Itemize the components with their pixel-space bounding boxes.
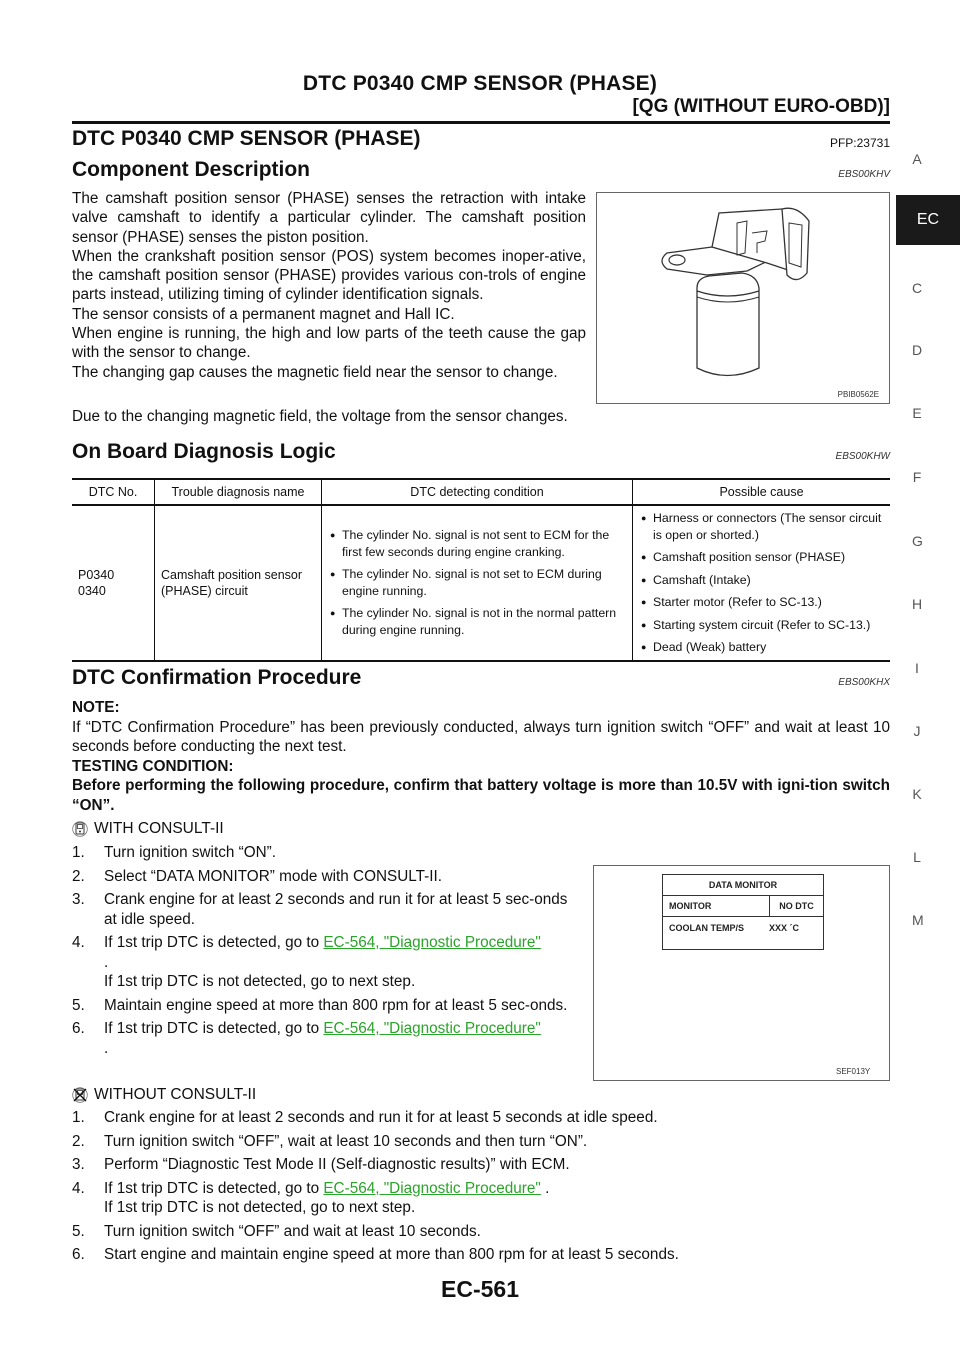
- step-item: [72, 1245, 890, 1265]
- step-number: 2.: [72, 1132, 85, 1150]
- condition-item: ● The cylinder No. signal is not sent to ECM for the first few seconds during engine cranking.: [330, 527, 618, 560]
- step-number: 2.: [72, 867, 85, 885]
- data-monitor-col2: NO DTC: [779, 901, 814, 911]
- step-item: [72, 1222, 890, 1242]
- side-index-m[interactable]: M: [912, 912, 924, 928]
- cmp-sensor-illustration: [597, 193, 889, 403]
- header-dtc-no: DTC No.: [72, 479, 155, 505]
- consult-icon: [72, 821, 88, 837]
- cause-item: ● Harness or connectors (The sensor circuit is open or shorted.): [641, 510, 884, 543]
- step-text-pre: If 1st trip DTC is detected, go to: [104, 1020, 324, 1037]
- without-consult-steps: [72, 1108, 890, 1269]
- side-index-k[interactable]: K: [912, 786, 922, 802]
- note-label: NOTE:: [72, 699, 120, 716]
- without-consult-label: WITHOUT CONSULT-II: [94, 1086, 257, 1103]
- confirm-heading: DTC Confirmation Procedure: [72, 666, 362, 689]
- condition-item: ● The cylinder No. signal is not set to ECM during engine running.: [330, 566, 618, 599]
- step-number: 1.: [72, 844, 85, 861]
- step-number: 6.: [72, 1020, 85, 1037]
- dtc-code-num: 0340: [78, 583, 106, 598]
- cause-item: ● Dead (Weak) battery: [641, 639, 884, 656]
- component-line-1: The camshaft position sensor (PHASE) senses the retraction with intake valve camshaft to identify a particular cylinder. The camshaft position sensor (PHASE) senses the piston position.: [72, 190, 586, 246]
- section-title: DTC P0340 CMP SENSOR (PHASE): [72, 127, 421, 150]
- step-item: [72, 1155, 890, 1175]
- step-text-pre: If 1st trip DTC is detected, go to: [104, 1179, 324, 1197]
- table-row: [72, 505, 890, 661]
- diagnosis-table: [72, 478, 890, 662]
- confirm-code: EBS00KHX: [838, 677, 890, 688]
- step-item: [72, 843, 584, 863]
- trouble-name-line-2: (PHASE) circuit: [161, 583, 248, 598]
- step-text: Turn ignition switch “ON”.: [104, 844, 276, 861]
- step-number: 1.: [72, 1109, 85, 1126]
- step-text-pre: If 1st trip DTC is detected, go to: [104, 934, 324, 951]
- note-text: If “DTC Confirmation Procedure” has been previously conducted, always turn ignition switch “OFF” and wait at least 10 seconds before conducting the next test.: [72, 718, 890, 755]
- step-number: 5.: [72, 1222, 85, 1240]
- component-code: EBS00KHV: [838, 169, 890, 180]
- step-text: Perform “Diagnostic Test Mode II (Self-diagnostic results)” with ECM.: [104, 1156, 570, 1173]
- step-number: 4.: [72, 934, 85, 951]
- step-number: 4.: [72, 1179, 85, 1197]
- header-possible-cause: Possible cause: [633, 479, 891, 505]
- cause-item: ● Starter motor (Refer to SC-13.): [641, 594, 884, 611]
- table-header-row: [72, 479, 890, 505]
- trouble-name-line-1: Camshaft position sensor: [161, 567, 303, 582]
- side-index-h[interactable]: H: [912, 596, 923, 612]
- step-number: 3.: [72, 1156, 85, 1173]
- side-index-j[interactable]: J: [913, 723, 921, 739]
- with-consult-label: WITH CONSULT-II: [94, 820, 224, 837]
- side-index-g[interactable]: G: [912, 533, 923, 549]
- cell-conditions: [322, 505, 633, 661]
- step-number: 6.: [72, 1246, 85, 1263]
- component-line-4: When engine is running, the high and low parts of the teeth cause the gap with the sensor to change.: [72, 325, 586, 362]
- header-detecting-condition: DTC detecting condition: [322, 479, 633, 505]
- sensor-figure-code: PBIB0562E: [837, 390, 879, 399]
- data-monitor-item-row: [663, 917, 823, 949]
- component-line-2: When the crankshaft position sensor (POS) system becomes inoper-ative, the camshaft position sensor (PHASE) provides various con-trols of engine parts instead, utilizing timing of cylinder identification signals.: [72, 247, 586, 304]
- no-consult-icon: [72, 1087, 88, 1103]
- step-item: [72, 996, 584, 1016]
- side-index-ec-active[interactable]: EC: [896, 195, 960, 245]
- step-item: [72, 867, 584, 887]
- step-text-post: .: [104, 953, 109, 971]
- component-line-5: The changing gap causes the magnetic field near the sensor to change.: [72, 363, 558, 381]
- side-index-f[interactable]: F: [912, 469, 922, 485]
- cell-trouble-name: [155, 505, 322, 661]
- step-text: Turn ignition switch “OFF”, wait at least 10 seconds and then turn “ON”.: [104, 1132, 588, 1150]
- cell-causes: [633, 505, 891, 661]
- step-text: Turn ignition switch “OFF” and wait at least 10 seconds.: [104, 1222, 481, 1240]
- note-block: [72, 698, 890, 815]
- step-text: Maintain engine speed at more than 800 rpm for at least 5 sec-onds.: [104, 996, 568, 1014]
- component-heading: Component Description: [72, 158, 311, 181]
- pfp-code: PFP:23731: [829, 136, 890, 150]
- side-index-i[interactable]: I: [915, 660, 919, 676]
- side-index-l[interactable]: L: [913, 849, 921, 865]
- data-monitor-figure-code: SEF013Y: [836, 1067, 871, 1076]
- data-monitor-item: COOLAN TEMP/S: [669, 923, 745, 933]
- obd-code: EBS00KHW: [835, 451, 890, 462]
- step-text-post: .: [104, 1039, 109, 1057]
- step-text-post: .: [540, 1179, 550, 1197]
- cause-item: ● Camshaft position sensor (PHASE): [641, 549, 884, 566]
- side-index-c[interactable]: C: [912, 280, 923, 296]
- step-extra: If 1st trip DTC is not detected, go to next step.: [104, 1199, 416, 1216]
- testing-label: TESTING CONDITION:: [72, 757, 234, 775]
- step-text: Crank engine for at least 2 seconds and run it for at least 5 sec-onds at idle speed.: [104, 891, 568, 928]
- component-description: [72, 189, 586, 382]
- testing-text: Before performing the following procedure, confirm that battery voltage is more than 10.5V with igni-tion switch “ON”.: [72, 777, 890, 814]
- component-line-3: The sensor consists of a permanent magnet and Hall IC.: [72, 305, 455, 323]
- header-trouble-name: Trouble diagnosis name: [155, 479, 322, 505]
- header-rule: [72, 121, 890, 124]
- step-number: 3.: [72, 891, 85, 908]
- diagnostic-procedure-link[interactable]: EC-564, "Diagnostic Procedure": [323, 934, 541, 951]
- cause-item: ● Camshaft (Intake): [641, 572, 884, 589]
- component-last-line: Due to the changing magnetic field, the voltage from the sensor changes.: [72, 408, 568, 425]
- sensor-figure: [596, 192, 890, 404]
- with-consult-steps: [72, 843, 584, 1062]
- step-item: [72, 1179, 890, 1218]
- running-header-title: DTC P0340 CMP SENSOR (PHASE): [302, 72, 658, 95]
- side-index-e[interactable]: E: [912, 405, 922, 421]
- data-monitor-col1: MONITOR: [663, 896, 770, 916]
- side-index-d[interactable]: D: [912, 342, 923, 358]
- step-text: Crank engine for at least 2 seconds and run it for at least 5 seconds at idle speed.: [104, 1109, 658, 1126]
- step-number: 5.: [72, 996, 85, 1014]
- step-item: [72, 1132, 890, 1152]
- dtc-code-p: P0340: [78, 567, 115, 582]
- obd-heading: On Board Diagnosis Logic: [72, 440, 336, 463]
- cell-dtc-no: [72, 505, 155, 661]
- data-monitor-screen: [662, 874, 824, 950]
- step-text: Start engine and maintain engine speed at more than 800 rpm for at least 5 seconds.: [104, 1246, 679, 1263]
- step-item: [72, 890, 584, 929]
- step-extra: If 1st trip DTC is not detected, go to next step.: [104, 973, 416, 990]
- diagnostic-procedure-link[interactable]: EC-564, "Diagnostic Procedure": [323, 1179, 541, 1197]
- with-consult-heading: [72, 820, 224, 838]
- running-header-subtitle: [QG (WITHOUT EURO-OBD)]: [632, 96, 890, 117]
- condition-item: ● The cylinder No. signal is not in the normal pattern during engine running.: [330, 605, 618, 638]
- step-item: [72, 933, 584, 992]
- step-item: [72, 1108, 890, 1128]
- without-consult-heading: [72, 1086, 256, 1104]
- side-index-a[interactable]: A: [912, 151, 922, 167]
- diagnostic-procedure-link[interactable]: EC-564, "Diagnostic Procedure": [323, 1020, 541, 1037]
- data-monitor-value: XXX ´C: [769, 923, 800, 933]
- cause-item: ● Starting system circuit (Refer to SC-13.): [641, 617, 884, 634]
- step-item: [72, 1019, 584, 1058]
- page-number: EC-561: [441, 1276, 519, 1302]
- step-text: Select “DATA MONITOR” mode with CONSULT-II.: [104, 867, 443, 885]
- data-monitor-title: DATA MONITOR: [663, 875, 823, 896]
- data-monitor-header: [663, 896, 823, 917]
